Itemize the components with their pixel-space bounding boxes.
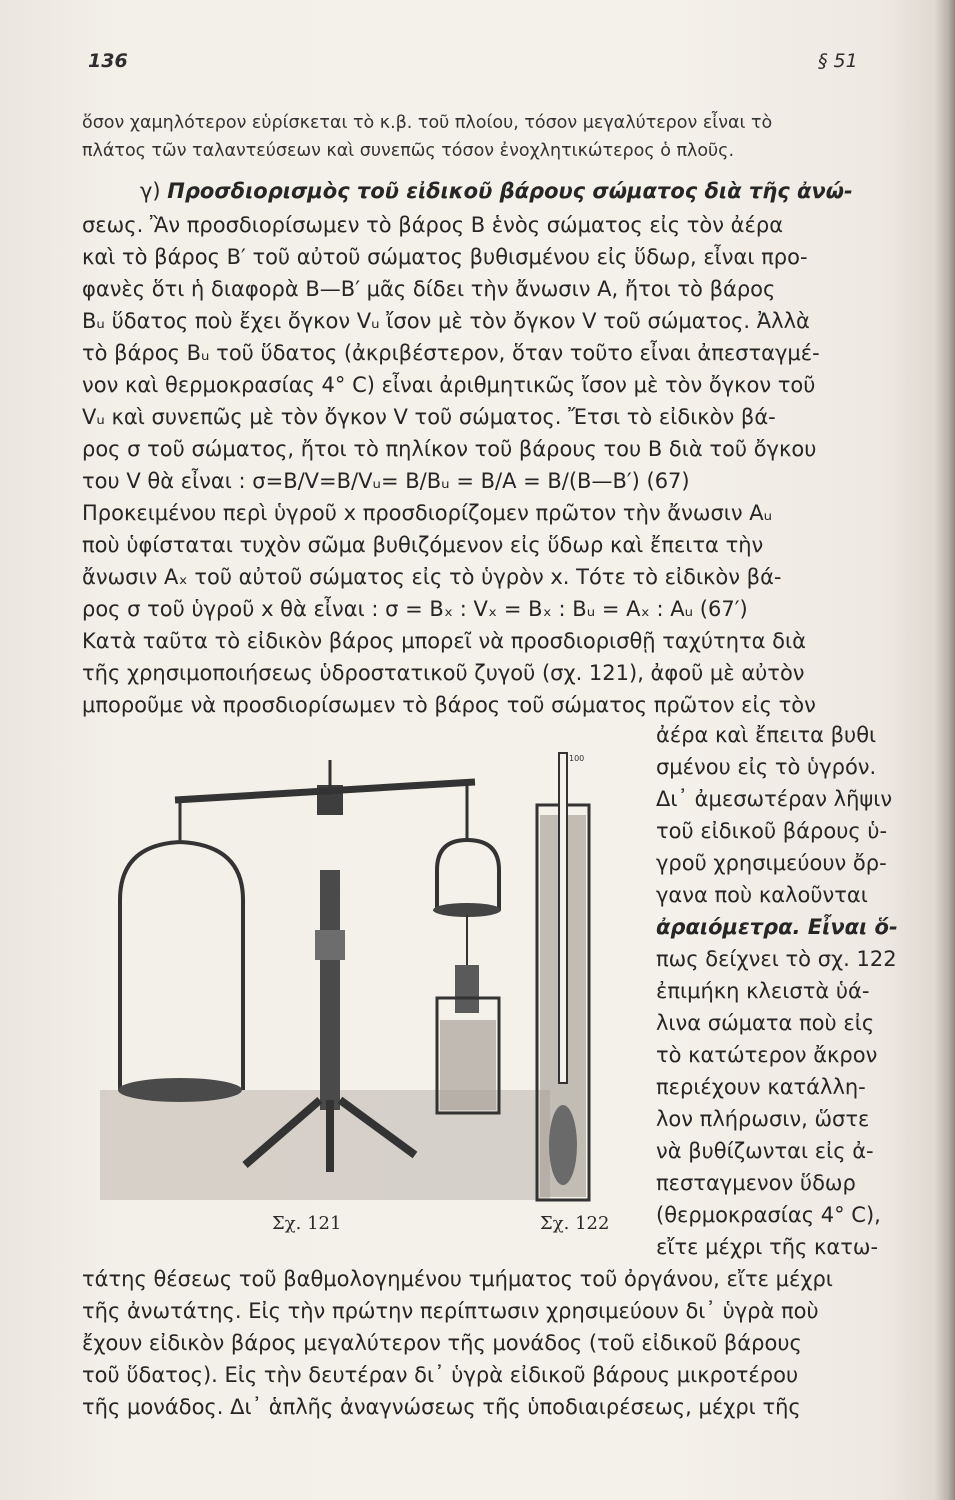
side-line: νὰ βυθίζωνται εἰς ἀ- — [656, 1139, 874, 1163]
side-line: τοῦ εἰδικοῦ βάρους ὑ- — [656, 819, 888, 843]
body-line: τῆς χρησιμοποιήσεως ὑδροστατικοῦ ζυγοῦ (σχ. 121), ἀφοῦ μὲ αὐτὸν — [82, 661, 805, 685]
intro-line: πλάτος τῶν ταλαντεύσεων καὶ συνεπῶς τόσον ἐνοχλητικώτερος ὁ πλοῦς. — [82, 141, 735, 161]
heading-title: Προσδιορισμὸς τοῦ εἰδικοῦ βάρους σώματος διὰ τῆς ἀνώ- — [167, 179, 853, 203]
hydrometer-bulb — [549, 1105, 577, 1185]
intro-line: ὅσον χαμηλότερον εὑρίσκεται τὸ κ.β. τοῦ πλοίου, τόσον μεγαλύτερον εἶναι τὸ — [82, 113, 773, 133]
body-line: Vᵤ καὶ συνεπῶς μὲ τὸν ὄγκον V τοῦ σώματος. Ἔτσι τὸ εἰδικὸν βά- — [82, 405, 776, 429]
body-line: φανὲς ὅτι ἡ διαφορὰ B—B′ μᾶς δίδει τὴν ἄνωσιν A, ἤτοι τὸ βάρος — [82, 277, 776, 301]
heading-prefix: γ) — [140, 179, 168, 203]
water-level — [440, 1020, 496, 1110]
side-line: πως δείχνει τὸ σχ. 122 — [656, 947, 897, 971]
closing-line: τοῦ ὕδατος). Εἰς τὴν δευτέραν δι᾽ ὑγρὰ εἰδικοῦ βάρους μικροτέρου — [82, 1363, 799, 1387]
page-number: 136 — [88, 50, 128, 72]
side-line: Δι᾽ ἀμεσωτέραν λῆψιν — [656, 787, 893, 811]
hydrometer-figure — [525, 745, 605, 1210]
side-line: γανα ποὺ καλοῦνται — [656, 883, 868, 907]
balance-clamp — [315, 930, 345, 960]
side-line: τὸ κατώτερον ἄκρον — [656, 1043, 878, 1067]
side-line: γροῦ χρησιμεύουν ὄρ- — [656, 851, 887, 875]
section-heading — [140, 176, 907, 206]
figure-122-caption: Σχ. 122 — [540, 1213, 610, 1234]
body-line: Κατὰ ταῦτα τὸ εἰδικὸν βάρος μπορεῖ νὰ προσδιορισθῇ ταχύτητα διὰ — [82, 629, 806, 653]
body-line: σεως. Ἂν προσδιορίσωμεν τὸ βάρος B ἑνὸς σώματος εἰς τὸν ἀέρα — [82, 213, 784, 237]
right-pan — [433, 903, 501, 917]
body-line: ρος σ τοῦ σώματος, ἤτοι τὸ πηλίκον τοῦ βάρους του B διὰ τοῦ ὄγκου — [82, 437, 817, 461]
figure-121-caption: Σχ. 121 — [272, 1213, 342, 1234]
closing-line: τῆς ἀνωτάτης. Εἰς τὴν πρώτην περίπτωσιν χρησιμεύουν δι᾽ ὑγρὰ ποὺ — [82, 1299, 819, 1323]
body-line: Προκειμένου περὶ ὑγροῦ x προσδιορίζομεν πρῶτον τὴν ἄνωσιν Aᵤ — [82, 501, 773, 525]
side-line-term: ἀραιόμετρα. Εἶναι ὅ- — [656, 915, 898, 939]
side-line: ἀέρα καὶ ἔπειτα βυθι — [656, 723, 877, 747]
body-line: μποροῦμε νὰ προσδιορίσωμεν τὸ βάρος τοῦ σώματος πρῶτον εἰς τὸν — [82, 693, 816, 717]
side-line: ἐπιμήκη κλειστὰ ὑά- — [656, 979, 870, 1003]
formula-67-prime: ρος σ τοῦ ὑγροῦ x θὰ εἶναι : σ = Bₓ : Vₓ = Bₓ : Bᵤ = Aₓ : Aᵤ (67′) — [82, 597, 748, 621]
body-line: ἄνωσιν Aₓ τοῦ αὐτοῦ σώματος εἰς τὸ ὑγρὸν x. Τότε τὸ εἰδικὸν βά- — [82, 565, 782, 589]
closing-line: τάτης θέσεως τοῦ βαθμολογημένου τμήματος τοῦ ὀργάνου, εἴτε μέχρι — [82, 1267, 833, 1291]
side-line: περιέχουν κατάλλη- — [656, 1075, 866, 1099]
body-line: νον καὶ θερμοκρασίας 4° C) εἶναι ἀριθμητικῶς ἴσον μὲ τὸν ὄγκον τοῦ — [82, 373, 816, 397]
body-line: τὸ βάρος Bᵤ τοῦ ὕδατος (ἀκριβέστερον, ὅταν τοῦτο εἶναι ἀπεσταγμέ- — [82, 341, 820, 365]
left-pan-frame — [120, 842, 243, 1090]
side-line: λον πλήρωσιν, ὥστε — [656, 1107, 870, 1131]
section-number: § 51 — [818, 50, 858, 72]
immersed-body — [455, 965, 479, 1013]
body-line: Bᵤ ὕδατος ποὺ ἔχει ὄγκον Vᵤ ἴσον μὲ τὸν ὄγκον V τοῦ σώματος. Ἀλλὰ — [82, 309, 810, 333]
side-line: (θερμοκρασίας 4° C), — [656, 1203, 881, 1227]
side-line: εἴτε μέχρι τῆς κατω- — [656, 1235, 879, 1259]
body-line: ποὺ ὑφίσταται τυχὸν σῶμα βυθιζόμενον εἰς ὕδωρ καὶ ἔπειτα τὴν — [82, 533, 764, 557]
side-line: σμένου εἰς τὸ ὑγρόν. — [656, 755, 877, 779]
right-pan-frame — [437, 840, 499, 910]
hydrometer-stem — [559, 753, 567, 1083]
side-line: λινα σώματα ποὺ εἰς — [656, 1011, 875, 1035]
body-line: καὶ τὸ βάρος B′ τοῦ αὐτοῦ σώματος βυθισμένου εἰς ὕδωρ, εἶναι προ- — [82, 245, 808, 269]
closing-line: ἔχουν εἰδικὸν βάρος μεγαλύτερον τῆς μονάδος (τοῦ εἰδικοῦ βάρους — [82, 1331, 802, 1355]
page-binding-shadow — [933, 0, 955, 1500]
left-pan — [118, 1078, 242, 1102]
side-line: πεσταγμενον ὕδωρ — [656, 1171, 856, 1195]
balance-pillar — [320, 870, 340, 1110]
formula-67: του V θὰ εἶναι : σ=B/V=B/Vᵤ= B/Bᵤ = B/A = B/(B—B′) (67) — [82, 469, 690, 493]
hydrostatic-balance-figure — [95, 760, 565, 1205]
closing-line: τῆς μονάδος. Δι᾽ ἁπλῆς ἀναγνώσεως τῆς ὑποδιαιρέσεως, μέχρι τῆς — [82, 1395, 801, 1419]
hydrometer-scale-label: 100 — [569, 754, 585, 763]
